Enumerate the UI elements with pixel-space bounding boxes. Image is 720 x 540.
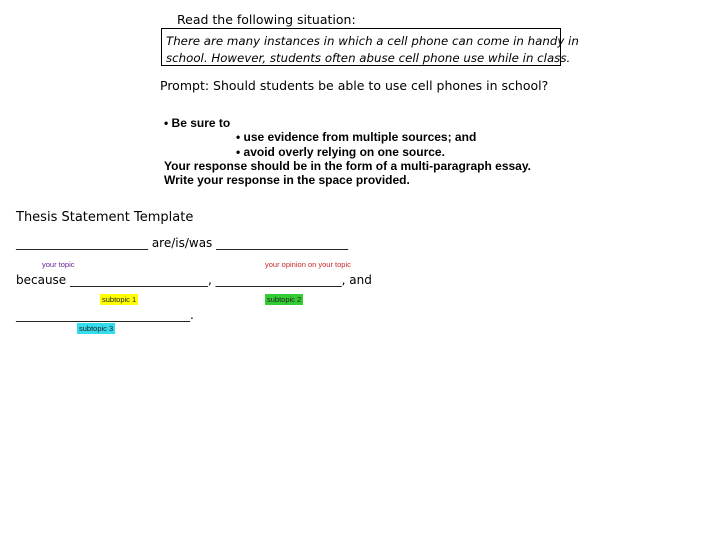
- label-subtopic-2: subtopic 2: [267, 295, 302, 304]
- template-row-2: because _______________________, _____________________, and: [16, 273, 372, 287]
- label-your-topic: your topic: [42, 260, 75, 269]
- instruction-line-3: Your response should be in the form of a multi-paragraph essay.: [164, 159, 531, 173]
- situation-line-1: There are many instances in which a cell phone can come in handy in: [166, 34, 579, 48]
- template-row-3: _____________________________.: [16, 308, 194, 322]
- intro-text: Read the following situation:: [177, 12, 356, 27]
- instruction-bullet-1: • use evidence from multiple sources; and: [236, 130, 477, 144]
- label-subtopic-1: subtopic 1: [102, 295, 137, 304]
- instruction-line-4: Write your response in the space provided.: [164, 173, 410, 187]
- label-your-opinion: your opinion on your topic: [265, 260, 351, 269]
- template-heading: Thesis Statement Template: [16, 210, 194, 225]
- prompt-text: Prompt: Should students be able to use cell phones in school?: [160, 78, 549, 93]
- instruction-be-sure: • Be sure to: [164, 116, 231, 130]
- template-row-1: ______________________ are/is/was ______________________: [16, 236, 349, 250]
- instruction-bullet-2: • avoid overly relying on one source.: [236, 145, 445, 159]
- situation-box: [161, 28, 579, 66]
- situation-line-2: school. However, students often abuse cell phone use while in class.: [166, 51, 571, 65]
- label-subtopic-3: subtopic 3: [79, 324, 114, 333]
